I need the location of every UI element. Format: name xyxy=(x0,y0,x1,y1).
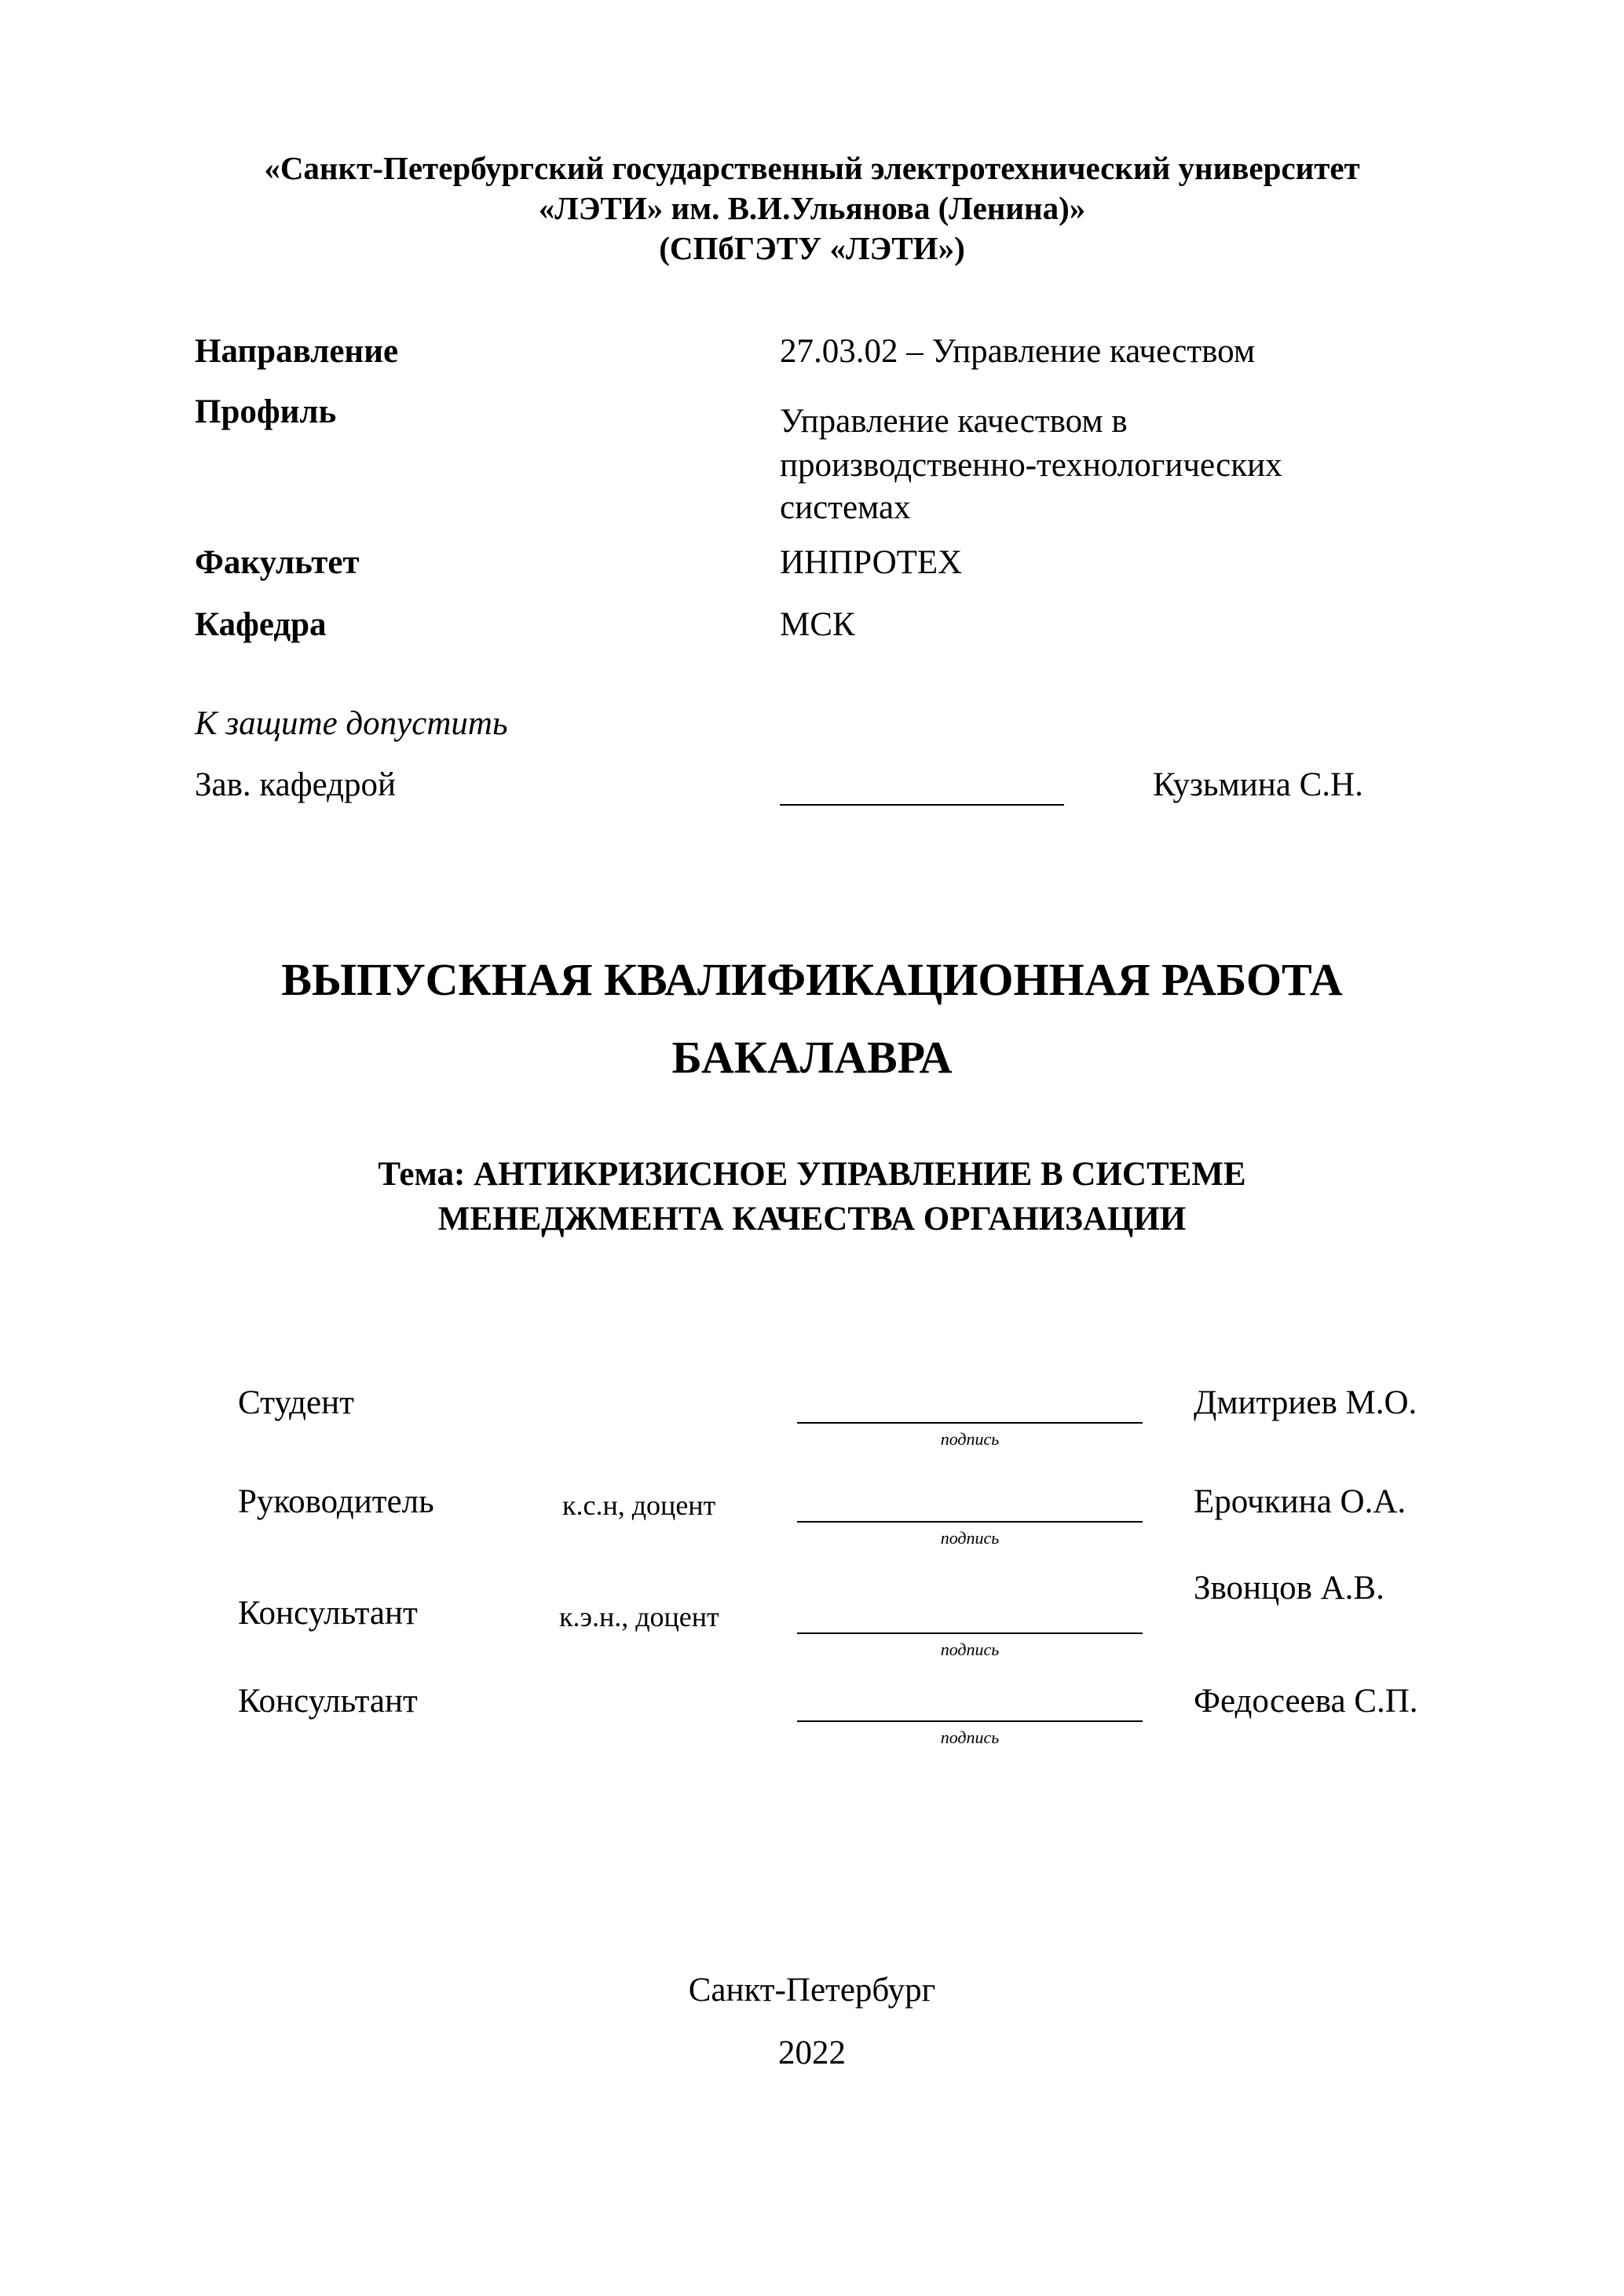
direction-value: 27.03.02 – Управление качеством xyxy=(780,333,1256,370)
head-of-department-label: Зав. кафедрой xyxy=(195,766,397,803)
document-title-line1: ВЫПУСКНАЯ КВАЛИФИКАЦИОННАЯ РАБОТА xyxy=(281,954,1343,1005)
footer-year: 2022 xyxy=(778,2035,846,2071)
signature-line xyxy=(797,1720,1143,1722)
footer-city: Санкт-Петербург xyxy=(688,1972,936,2009)
role-label: Студент xyxy=(238,1384,354,1421)
faculty-label: Факультет xyxy=(195,544,360,581)
profile-label: Профиль xyxy=(195,393,337,430)
theme-line2: МЕНЕДЖМЕНТА КАЧЕСТВА ОРГАНИЗАЦИИ xyxy=(437,1201,1187,1238)
role-label: Консультант xyxy=(238,1683,418,1720)
theme-line1: Тема: АНТИКРИЗИСНОЕ УПРАВЛЕНИЕ В СИСТЕМЕ xyxy=(378,1156,1246,1193)
role-label: Руководитель xyxy=(238,1483,434,1520)
position-label: к.э.н., доцент xyxy=(559,1601,719,1632)
signature-caption: подпись xyxy=(940,1640,1000,1659)
signatory-name: Дмитриев М.О. xyxy=(1194,1384,1417,1421)
department-label: Кафедра xyxy=(195,606,327,643)
faculty-value: ИНПРОТЕХ xyxy=(780,544,963,581)
head-of-department-name: Кузьмина С.Н. xyxy=(1153,766,1363,803)
signature-line xyxy=(797,1422,1143,1424)
profile-value-line1: Управление качеством в xyxy=(780,403,1128,440)
direction-label: Направление xyxy=(195,333,399,370)
signatory-name: Федосеева С.П. xyxy=(1194,1683,1418,1720)
signatory-name: Звонцов А.В. xyxy=(1194,1570,1384,1607)
signature-caption: подпись xyxy=(940,1727,1000,1747)
document-title-line2: БАКАЛАВРА xyxy=(671,1032,953,1083)
signatory-name: Ерочкина О.А. xyxy=(1194,1483,1406,1520)
university-name-line1: «Санкт-Петербургский государственный электротехнический университет xyxy=(264,150,1360,186)
position-label: к.с.н, доцент xyxy=(562,1490,716,1521)
profile-value-line2: производственно-технологических xyxy=(780,447,1282,484)
university-abbreviation: (СПбГЭТУ «ЛЭТИ») xyxy=(659,230,965,266)
admission-note: К защите допустить xyxy=(195,705,508,742)
role-label: Консультант xyxy=(238,1595,418,1632)
signature-caption: подпись xyxy=(940,1528,1000,1548)
signature-line xyxy=(797,1521,1143,1523)
profile-value-line3: системах xyxy=(780,489,911,526)
head-signature-line xyxy=(780,804,1064,806)
department-value: МСК xyxy=(780,606,855,643)
signature-caption: подпись xyxy=(940,1429,1000,1449)
university-name-line2: «ЛЭТИ» им. В.И.Ульянова (Ленина)» xyxy=(538,190,1086,226)
signature-line xyxy=(797,1632,1143,1634)
